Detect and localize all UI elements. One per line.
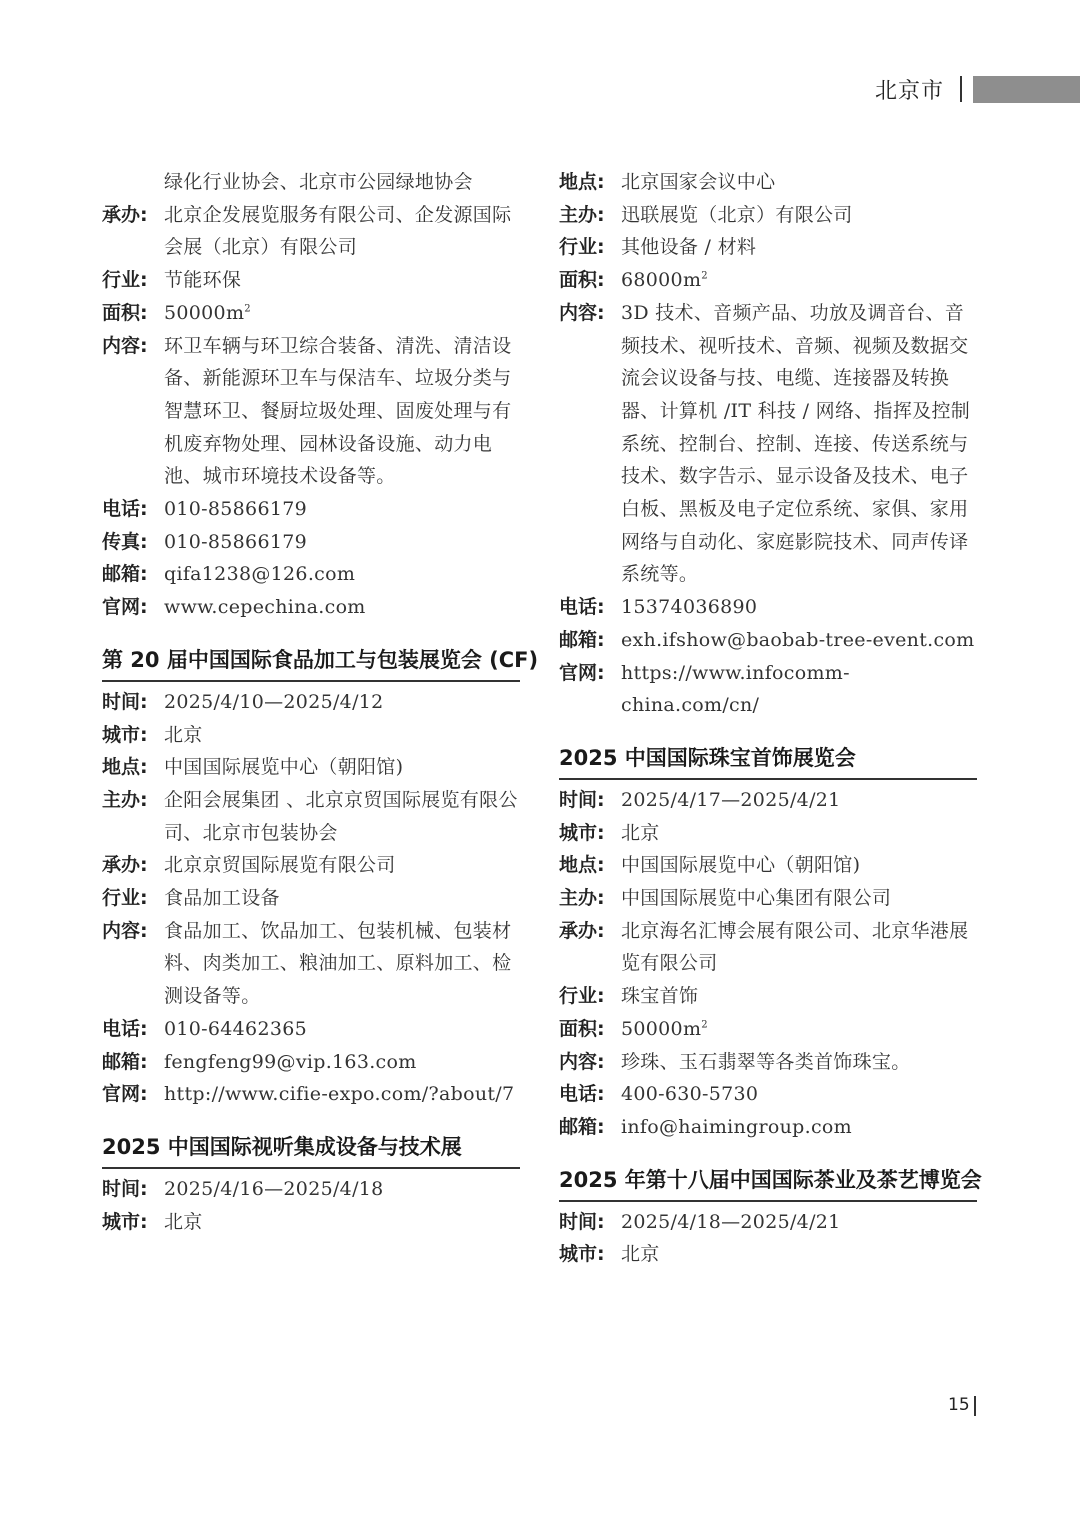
header-tab-bar	[973, 76, 1080, 103]
host-label: 主办:	[559, 203, 605, 226]
city-row	[102, 1206, 520, 1239]
host-value: 中国国际展览中心集团有限公司	[621, 887, 892, 910]
city-row	[559, 1238, 977, 1271]
host-label: 主办:	[102, 788, 148, 811]
industry-row	[559, 231, 977, 264]
venue-row	[559, 849, 977, 882]
website-value: http://www.cifie-expo.com/?about/7	[164, 1083, 515, 1106]
industry-label: 行业:	[559, 985, 605, 1008]
organizer-label: 承办:	[559, 919, 605, 942]
industry-row	[559, 980, 977, 1013]
time-value: 2025/4/10—2025/4/12	[164, 690, 384, 713]
phone-value: 400-630-5730	[621, 1083, 759, 1106]
industry-value: 珠宝首饰	[621, 985, 699, 1008]
exhibition-title: 2025 中国国际视听集成设备与技术展	[102, 1131, 520, 1169]
host-row	[559, 882, 977, 915]
content-value: 3D 技术、音频产品、功放及调音台、音频技术、视听技术、音频、视频及数据交流会议设备与技、电缆、连接器及转换器、计算机 /IT 科技 / 网络、指挥及控制系统、控制台、控制、连接、传送系统与技术、数字告示、显示设备及技术、电子白板、黑板及电子定位系统、家俱、家用网络与自动化、家庭影院技术、同声传译系统等。	[621, 301, 971, 586]
left-column	[102, 166, 539, 1238]
email-label: 邮箱:	[559, 1115, 605, 1138]
website-row	[102, 1078, 520, 1111]
organizer-row	[102, 849, 520, 882]
email-row	[102, 558, 520, 591]
phone-row	[559, 591, 977, 624]
exhibition-block-environment	[102, 166, 520, 624]
organizer-value: 北京企发展览服务有限公司、企发源国际会展（北京）有限公司	[164, 203, 512, 259]
page-header-city: 北京市	[874, 79, 944, 104]
email-value: fengfeng99@vip.163.com	[164, 1050, 417, 1073]
host-value: 绿化行业协会、北京市公园绿地协会	[164, 171, 473, 193]
website-label: 官网:	[102, 1083, 148, 1106]
host-continuation	[102, 166, 520, 199]
exhibition-title: 2025 中国国际珠宝首饰展览会	[559, 742, 977, 780]
area-row	[559, 264, 977, 297]
exhibition-block-av-continued	[559, 166, 977, 722]
phone-row	[559, 1078, 977, 1111]
city-row	[559, 817, 977, 850]
content-value: 食品加工、饮品加工、包装机械、包装材料、肉类加工、粮油加工、原料加工、检测设备等。	[164, 919, 512, 1008]
area-value: $50000m^2$	[164, 301, 251, 324]
industry-value: 节能环保	[164, 269, 242, 292]
area-label: 面积:	[559, 1017, 605, 1040]
phone-value: 010-64462365	[164, 1017, 307, 1040]
phone-row	[102, 1013, 520, 1046]
exhibition-block-tea	[559, 1164, 982, 1271]
organizer-value: 北京海名汇博会展有限公司、北京华港展览有限公司	[621, 919, 969, 975]
website-row	[559, 657, 977, 722]
city-label: 城市:	[102, 723, 148, 746]
email-value: qifa1238@126.com	[164, 563, 356, 586]
city-value: 北京	[164, 723, 203, 746]
venue-value: 中国国际展览中心（朝阳馆)	[621, 854, 861, 877]
content-value: 环卫车辆与环卫综合装备、清洗、清洁设备、新能源环卫车与保洁车、垃圾分类与智慧环卫、餐厨垃圾处理、固废处理与有机废弃物处理、园林设备设施、动力电池、城市环境技术设备等。	[164, 334, 512, 488]
time-row	[102, 686, 520, 719]
area-label: 面积:	[102, 301, 148, 324]
content-label: 内容:	[102, 334, 148, 357]
website-label: 官网:	[559, 661, 605, 684]
exhibition-block-cf	[102, 644, 539, 1111]
area-row	[559, 1013, 977, 1046]
industry-value: 其他设备 / 材料	[621, 236, 757, 259]
city-label: 城市:	[102, 1210, 148, 1233]
email-row	[102, 1046, 520, 1079]
venue-row	[559, 166, 977, 199]
phone-label: 电话:	[559, 1083, 605, 1106]
exhibition-title: 第 20 届中国国际食品加工与包装展览会 (CF)	[102, 644, 520, 682]
time-value: 2025/4/18—2025/4/21	[621, 1210, 841, 1233]
city-value: 北京	[621, 821, 660, 844]
area-value: $50000m^2$	[621, 1017, 708, 1040]
venue-label: 地点:	[559, 854, 605, 877]
venue-value: 北京国家会议中心	[621, 171, 776, 193]
website-value: www.cepechina.com	[164, 596, 366, 619]
time-label: 时间:	[102, 1177, 148, 1200]
city-label: 城市:	[559, 821, 605, 844]
host-label: 主办:	[559, 887, 605, 910]
city-label: 城市:	[559, 1243, 605, 1266]
industry-label: 行业:	[102, 887, 148, 910]
organizer-value: 北京京贸国际展览有限公司	[164, 854, 396, 877]
content-value: 珍珠、玉石翡翠等各类首饰珠宝。	[621, 1050, 911, 1073]
host-value: 迅联展览（北京）有限公司	[621, 203, 853, 226]
fax-value: 010-85866179	[164, 530, 307, 553]
header-divider	[960, 76, 962, 102]
email-row	[559, 1111, 977, 1144]
right-column	[559, 166, 982, 1271]
phone-label: 电话:	[102, 1017, 148, 1040]
content-row	[559, 1046, 977, 1079]
website-label: 官网:	[102, 596, 148, 619]
email-value: exh.ifshow@baobab-tree-event.com	[621, 628, 975, 651]
host-row	[102, 784, 520, 849]
industry-value: 食品加工设备	[164, 887, 280, 910]
phone-label: 电话:	[559, 596, 605, 619]
website-row	[102, 591, 520, 624]
organizer-row	[102, 199, 520, 264]
email-label: 邮箱:	[102, 1050, 148, 1073]
city-row	[102, 719, 520, 752]
time-label: 时间:	[559, 788, 605, 811]
city-value: 北京	[164, 1210, 203, 1233]
organizer-row	[559, 915, 977, 980]
industry-label: 行业:	[102, 269, 148, 292]
email-value: info@haimingroup.com	[621, 1115, 852, 1138]
city-value: 北京	[621, 1243, 660, 1266]
area-row	[102, 297, 520, 330]
time-row	[559, 1206, 977, 1239]
phone-value: 010-85866179	[164, 498, 307, 521]
email-label: 邮箱:	[102, 563, 148, 586]
content-label: 内容:	[559, 301, 605, 324]
venue-row	[102, 751, 520, 784]
email-label: 邮箱:	[559, 628, 605, 651]
time-label: 时间:	[559, 1210, 605, 1233]
area-label: 面积:	[559, 269, 605, 292]
time-row	[559, 784, 977, 817]
content-label: 内容:	[102, 919, 148, 942]
time-value: 2025/4/16—2025/4/18	[164, 1177, 384, 1200]
venue-label: 地点:	[102, 756, 148, 779]
phone-row	[102, 493, 520, 526]
host-row	[559, 199, 977, 232]
fax-row	[102, 526, 520, 559]
phone-label: 电话:	[102, 498, 148, 521]
industry-row	[102, 264, 520, 297]
time-row	[102, 1173, 520, 1206]
host-value: 企阳会展集团 、北京京贸国际展览有限公司、北京市包装协会	[164, 788, 518, 844]
content-row	[559, 297, 977, 591]
venue-label: 地点:	[559, 171, 605, 193]
time-label: 时间:	[102, 690, 148, 713]
industry-label: 行业:	[559, 236, 605, 259]
page-number: 15	[948, 1395, 970, 1415]
exhibition-block-av	[102, 1131, 520, 1238]
website-value: https://www.infocomm-china.com/cn/	[621, 661, 850, 717]
exhibition-title: 2025 年第十八届中国国际茶业及茶艺博览会	[559, 1164, 977, 1202]
phone-value: 15374036890	[621, 596, 758, 619]
organizer-label: 承办:	[102, 854, 148, 877]
industry-row	[102, 882, 520, 915]
content-row	[102, 915, 520, 1013]
exhibition-block-jewelry	[559, 742, 977, 1144]
organizer-label: 承办:	[102, 203, 148, 226]
fax-label: 传真:	[102, 530, 148, 553]
area-value: $68000m^2$	[621, 269, 708, 292]
time-value: 2025/4/17—2025/4/21	[621, 788, 841, 811]
venue-value: 中国国际展览中心（朝阳馆)	[164, 756, 404, 779]
content-row	[102, 330, 520, 494]
page-number-divider	[974, 1396, 976, 1416]
email-row	[559, 624, 977, 657]
content-label: 内容:	[559, 1050, 605, 1073]
